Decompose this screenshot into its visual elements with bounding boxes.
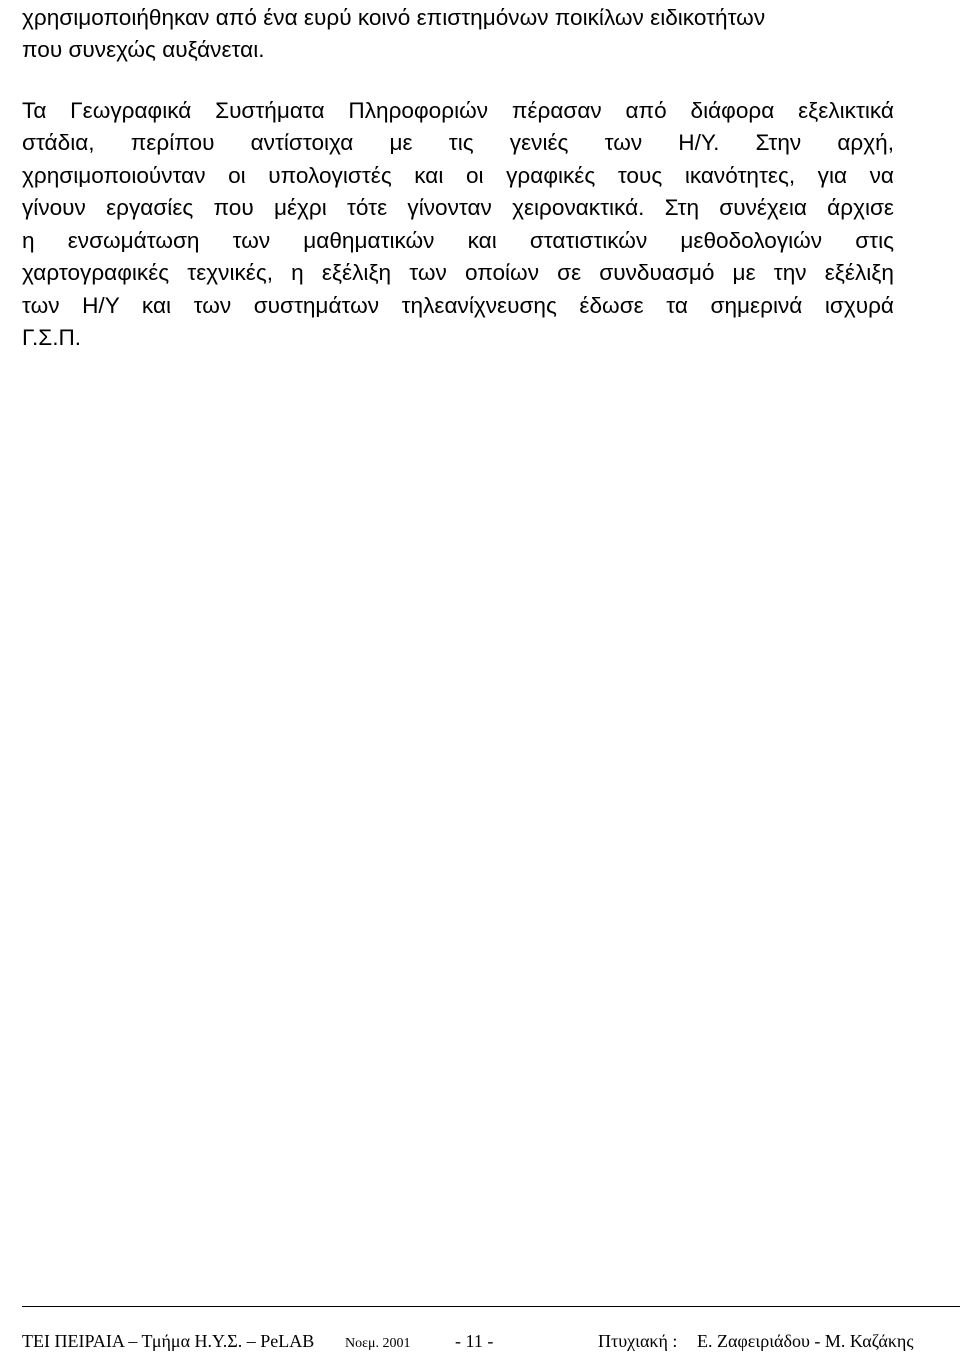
footer-page-number: - 11 - bbox=[455, 1331, 494, 1351]
footer-divider bbox=[22, 1306, 960, 1307]
footer-institution: ΤΕΙ ΠΕΙΡΑΙΑ – Τμήμα Η.Υ.Σ. – PeLAB bbox=[22, 1331, 315, 1351]
paragraph-2-line-6: χαρτογραφικές τεχνικές, η εξέλιξη των οποίων σε συνδυασμό με την εξέλιξη bbox=[22, 260, 894, 285]
paragraph-2-line-4: γίνουν εργασίες που μέχρι τότε γίνονταν χειρονακτικά. Στη συνέχεια άρχισε bbox=[22, 195, 894, 220]
paragraph-2-line-1: Τα Γεωγραφικά Συστήματα Πληροφοριών πέρασαν από διάφορα εξελικτικά bbox=[22, 98, 894, 123]
paragraph-2-line-7: των Η/Υ και των συστημάτων τηλεανίχνευσης έδωσε τα σημερινά ισχυρά bbox=[22, 293, 894, 318]
footer-date bbox=[345, 1329, 411, 1353]
paragraph-1-line-2: που συνεχώς αυξάνεται. bbox=[22, 37, 265, 62]
footer-date-text: Νοεμ. 2001 bbox=[345, 1336, 411, 1351]
footer-thesis-label: Πτυχιακή : bbox=[598, 1331, 678, 1351]
paragraph-2-line-8: Γ.Σ.Π. bbox=[22, 325, 82, 350]
paragraph-1-line-1: χρησιμοποιήθηκαν από ένα ευρύ κοινό επιστημόνων ποικίλων ειδικοτήτων bbox=[22, 5, 766, 30]
footer-authors: Ε. Ζαφειριάδου - Μ. Καζάκης bbox=[697, 1331, 914, 1351]
paragraph-2-line-3: χρησιμοποιούνταν οι υπολογιστές και οι γραφικές τους ικανότητες, για να bbox=[22, 163, 894, 188]
paragraph-2-line-2: στάδια, περίπου αντίστοιχα με τις γενιές των Η/Υ. Στην αρχή, bbox=[22, 130, 894, 155]
paragraph-2-line-5: η ενσωμάτωση των μαθηματικών και στατιστικών μεθοδολογιών στις bbox=[22, 228, 894, 253]
